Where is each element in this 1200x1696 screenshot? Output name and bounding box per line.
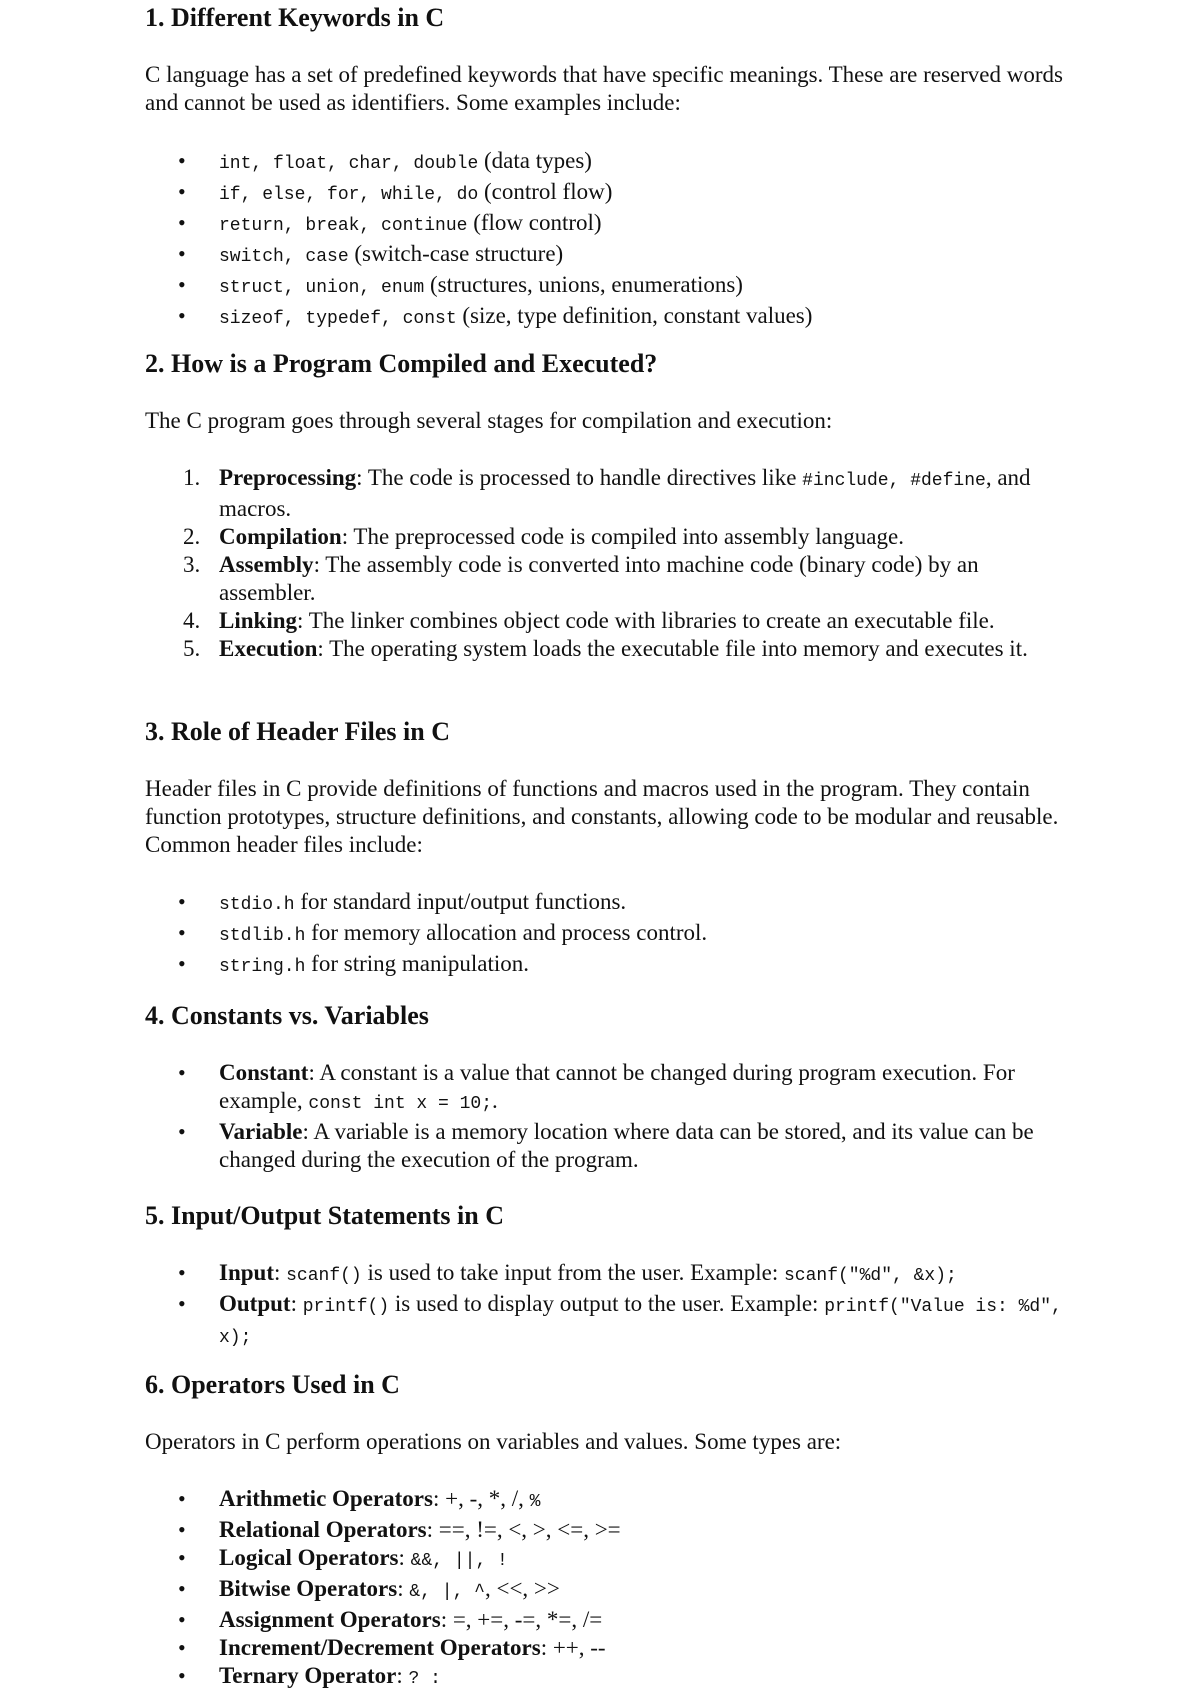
item-term: Constant xyxy=(219,1060,309,1085)
list-item xyxy=(145,271,1065,302)
item-term: Ternary Operator xyxy=(219,1663,397,1688)
item-text: : The assembly code is converted into machine code (binary code) by an assembler. xyxy=(219,552,979,605)
item-term: Bitwise Operators xyxy=(219,1576,398,1601)
constants-list xyxy=(145,1059,1065,1174)
item-text: (switch-case structure) xyxy=(348,241,564,266)
item-text: for string manipulation. xyxy=(305,951,529,976)
code-span: &, |, ^ xyxy=(409,1582,485,1602)
item-text: is used to take input from the user. Example: xyxy=(361,1260,784,1285)
step-term: Execution xyxy=(219,636,318,661)
list-item xyxy=(145,607,1065,635)
code-span: ? : xyxy=(408,1669,441,1689)
item-text: : The preprocessed code is compiled into assembly language. xyxy=(341,524,904,549)
item-text: : A constant is a value that cannot be changed during program execution. For example, xyxy=(219,1060,1015,1113)
list-item xyxy=(145,209,1065,240)
code-span: stdio.h xyxy=(219,895,295,915)
item-term: Assignment Operators xyxy=(219,1607,441,1632)
item-text: : ==, !=, <, >, <=, >= xyxy=(426,1517,621,1542)
code-span: printf() xyxy=(302,1297,390,1317)
list-item xyxy=(145,240,1065,271)
section-heading-operators: 6. Operators Used in C xyxy=(145,1370,400,1399)
item-text: : ++, -- xyxy=(540,1635,606,1660)
list-item xyxy=(145,635,1065,663)
item-term: Variable xyxy=(219,1119,303,1144)
item-text: : xyxy=(398,1545,411,1570)
list-item xyxy=(145,551,1065,607)
section-heading-constants: 4. Constants vs. Variables xyxy=(145,1001,429,1030)
step-term: Compilation xyxy=(219,524,342,549)
step-number: 2. xyxy=(183,524,201,549)
code-span: scanf("%d", &x); xyxy=(783,1266,957,1286)
item-text: for standard input/output functions. xyxy=(294,889,627,914)
item-term: Relational Operators xyxy=(219,1517,427,1542)
section-paragraph: C language has a set of predefined keywords that have specific meanings. These are reserved words and cannot be used as identifiers. Some examples include: xyxy=(145,62,1063,115)
list-item xyxy=(145,147,1065,178)
item-text: : xyxy=(273,1260,287,1285)
header-files-list xyxy=(145,888,1065,981)
list-item xyxy=(145,1059,1065,1118)
item-term: Output xyxy=(219,1291,291,1316)
item-term: Increment/Decrement Operators xyxy=(219,1635,541,1660)
code-span: struct, union, enum xyxy=(219,278,425,298)
code-span: printf("Value is: %d", x); xyxy=(219,1297,1062,1348)
list-item xyxy=(145,919,1065,950)
section-heading-header-files: 3. Role of Header Files in C xyxy=(145,717,450,746)
code-span: string.h xyxy=(219,957,306,977)
list-item xyxy=(145,1290,1065,1352)
item-text: : The code is processed to handle directives like xyxy=(356,465,803,490)
item-text: for memory allocation and process control. xyxy=(305,920,708,945)
section-heading-io: 5. Input/Output Statements in C xyxy=(145,1201,505,1230)
code-span: sizeof, typedef, const xyxy=(219,309,457,329)
item-text: : A variable is a memory location where data can be stored, and its value can be changed during the execution of the program. xyxy=(219,1119,1034,1172)
list-item xyxy=(145,178,1065,209)
list-item xyxy=(145,464,1065,523)
code-span: int, float, char, double xyxy=(219,154,479,174)
compilation-steps-list xyxy=(145,464,1065,663)
item-text: (structures, unions, enumerations) xyxy=(424,272,743,297)
code-span: stdlib.h xyxy=(219,926,306,946)
list-item xyxy=(145,950,1065,981)
list-item xyxy=(145,1485,1065,1516)
item-text: : The operating system loads the executable file into memory and executes it. xyxy=(317,636,1028,661)
section-heading-compilation: 2. How is a Program Compiled and Executed? xyxy=(145,349,658,378)
list-item xyxy=(145,523,1065,551)
list-item xyxy=(145,1118,1065,1174)
step-number: 4. xyxy=(183,608,201,633)
step-number: 1. xyxy=(183,465,201,490)
code-span: #include, #define xyxy=(802,471,986,491)
section-paragraph: Operators in C perform operations on variables and values. Some types are: xyxy=(145,1429,842,1454)
step-number: 3. xyxy=(183,552,201,577)
item-text: . xyxy=(492,1088,498,1113)
item-term: Arithmetic Operators xyxy=(219,1486,433,1511)
item-text: : xyxy=(396,1663,409,1688)
code-span: const int x = 10; xyxy=(308,1094,493,1114)
list-item xyxy=(145,1575,1065,1606)
list-item xyxy=(145,1516,1065,1544)
item-text: : +, -, *, /, xyxy=(432,1486,530,1511)
list-item xyxy=(145,1259,1065,1290)
step-number: 5. xyxy=(183,636,201,661)
code-span: switch, case xyxy=(219,247,349,267)
io-list xyxy=(145,1259,1065,1352)
list-item xyxy=(145,1634,1065,1662)
item-term: Logical Operators xyxy=(219,1545,399,1570)
item-text: (size, type definition, constant values) xyxy=(456,303,813,328)
item-text: , <<, >> xyxy=(484,1576,560,1601)
keywords-list xyxy=(145,147,1065,333)
section-paragraph: Header files in C provide definitions of functions and macros used in the program. They contain function prototypes, structure definitions, and constants, allowing code to be modular and reusable. Common header files include: xyxy=(145,776,1059,857)
item-text: : xyxy=(397,1576,410,1601)
operators-list xyxy=(145,1485,1065,1693)
item-text: : xyxy=(290,1291,303,1316)
step-term: Assembly xyxy=(219,552,314,577)
item-text: : The linker combines object code with libraries to create an executable file. xyxy=(297,608,995,633)
list-item xyxy=(145,302,1065,333)
list-item xyxy=(145,1662,1065,1693)
item-text: : =, +=, -=, *=, /= xyxy=(440,1607,603,1632)
list-item xyxy=(145,1606,1065,1634)
item-text: (flow control) xyxy=(467,210,602,235)
code-span: % xyxy=(529,1492,541,1512)
code-span: &&, ||, ! xyxy=(410,1551,508,1571)
item-text: is used to display output to the user. Example: xyxy=(389,1291,825,1316)
item-text: (data types) xyxy=(478,148,592,173)
list-item xyxy=(145,1544,1065,1575)
code-span: scanf() xyxy=(286,1266,362,1286)
section-paragraph: The C program goes through several stages for compilation and execution: xyxy=(145,408,833,433)
code-span: if, else, for, while, do xyxy=(219,185,479,205)
item-term: Input xyxy=(219,1260,274,1285)
code-span: return, break, continue xyxy=(219,216,468,236)
step-term: Preprocessing xyxy=(219,465,357,490)
list-item xyxy=(145,888,1065,919)
item-text: (control flow) xyxy=(478,179,613,204)
item-text: , and macros. xyxy=(219,465,1031,521)
section-heading-keywords: 1. Different Keywords in C xyxy=(145,3,445,32)
step-term: Linking xyxy=(219,608,297,633)
